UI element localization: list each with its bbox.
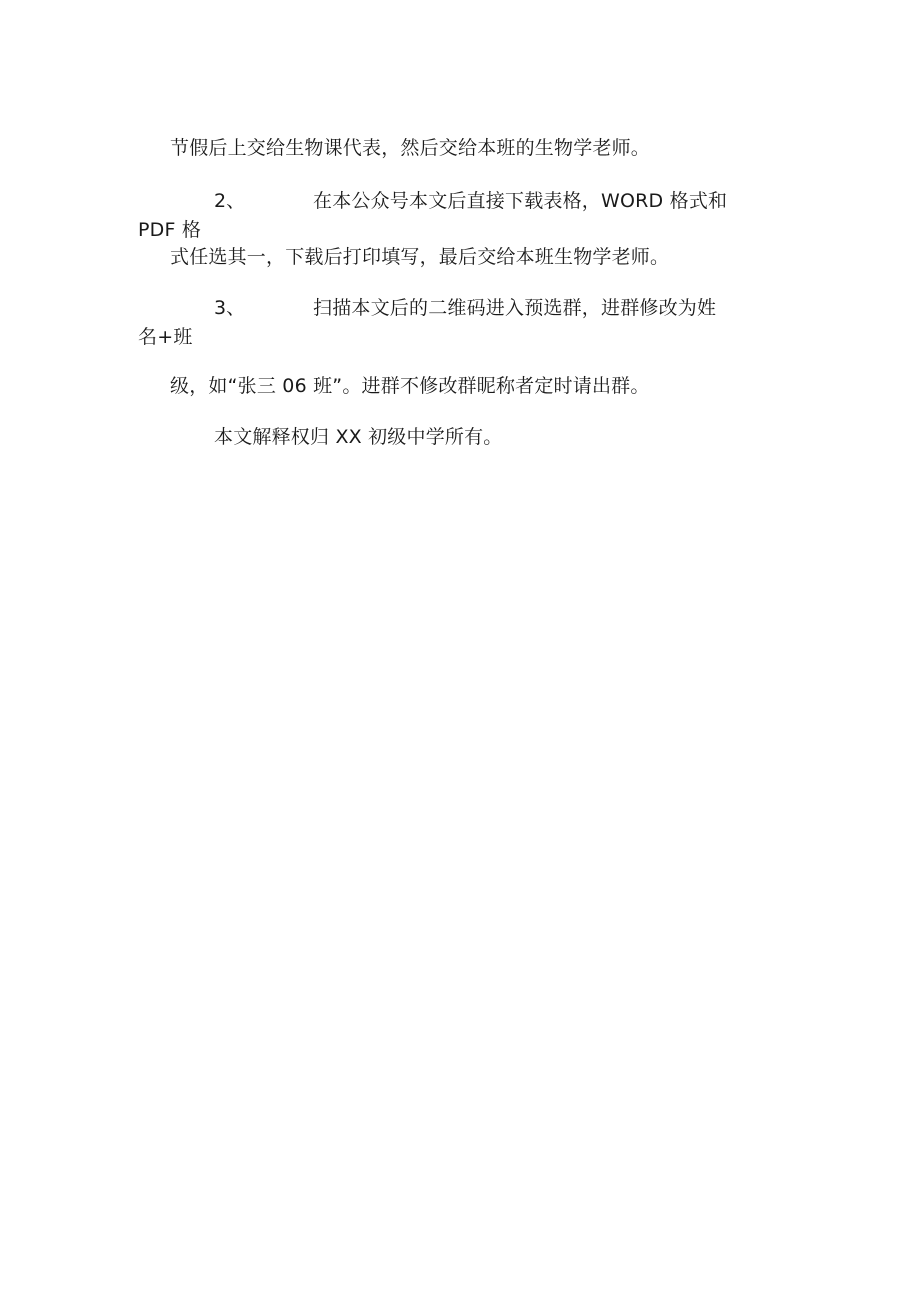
item-2-number: 2、 [214,190,246,212]
item-2-line-3: 式任选其一，下载后打印填写，最后交给本班生物学老师。 [170,246,670,268]
item-3-line-2: 名+班 [138,326,193,348]
paragraph-1-line-1: 节假后上交给生物课代表，然后交给本班的生物学老师。 [170,137,651,159]
item-2-line-2: PDF 格 [138,219,202,241]
item-2-line-1: 在本公众号本文后直接下载表格，WORD 格式和 [313,190,728,212]
item-3-number: 3、 [214,297,246,319]
footer-note: 本文解释权归 XX 初级中学所有。 [214,426,503,448]
item-3-line-1: 扫描本文后的二维码进入预选群，进群修改为姓 [313,297,717,319]
item-3-line-3: 级，如“张三 06 班”。进群不修改群昵称者定时请出群。 [170,375,650,397]
